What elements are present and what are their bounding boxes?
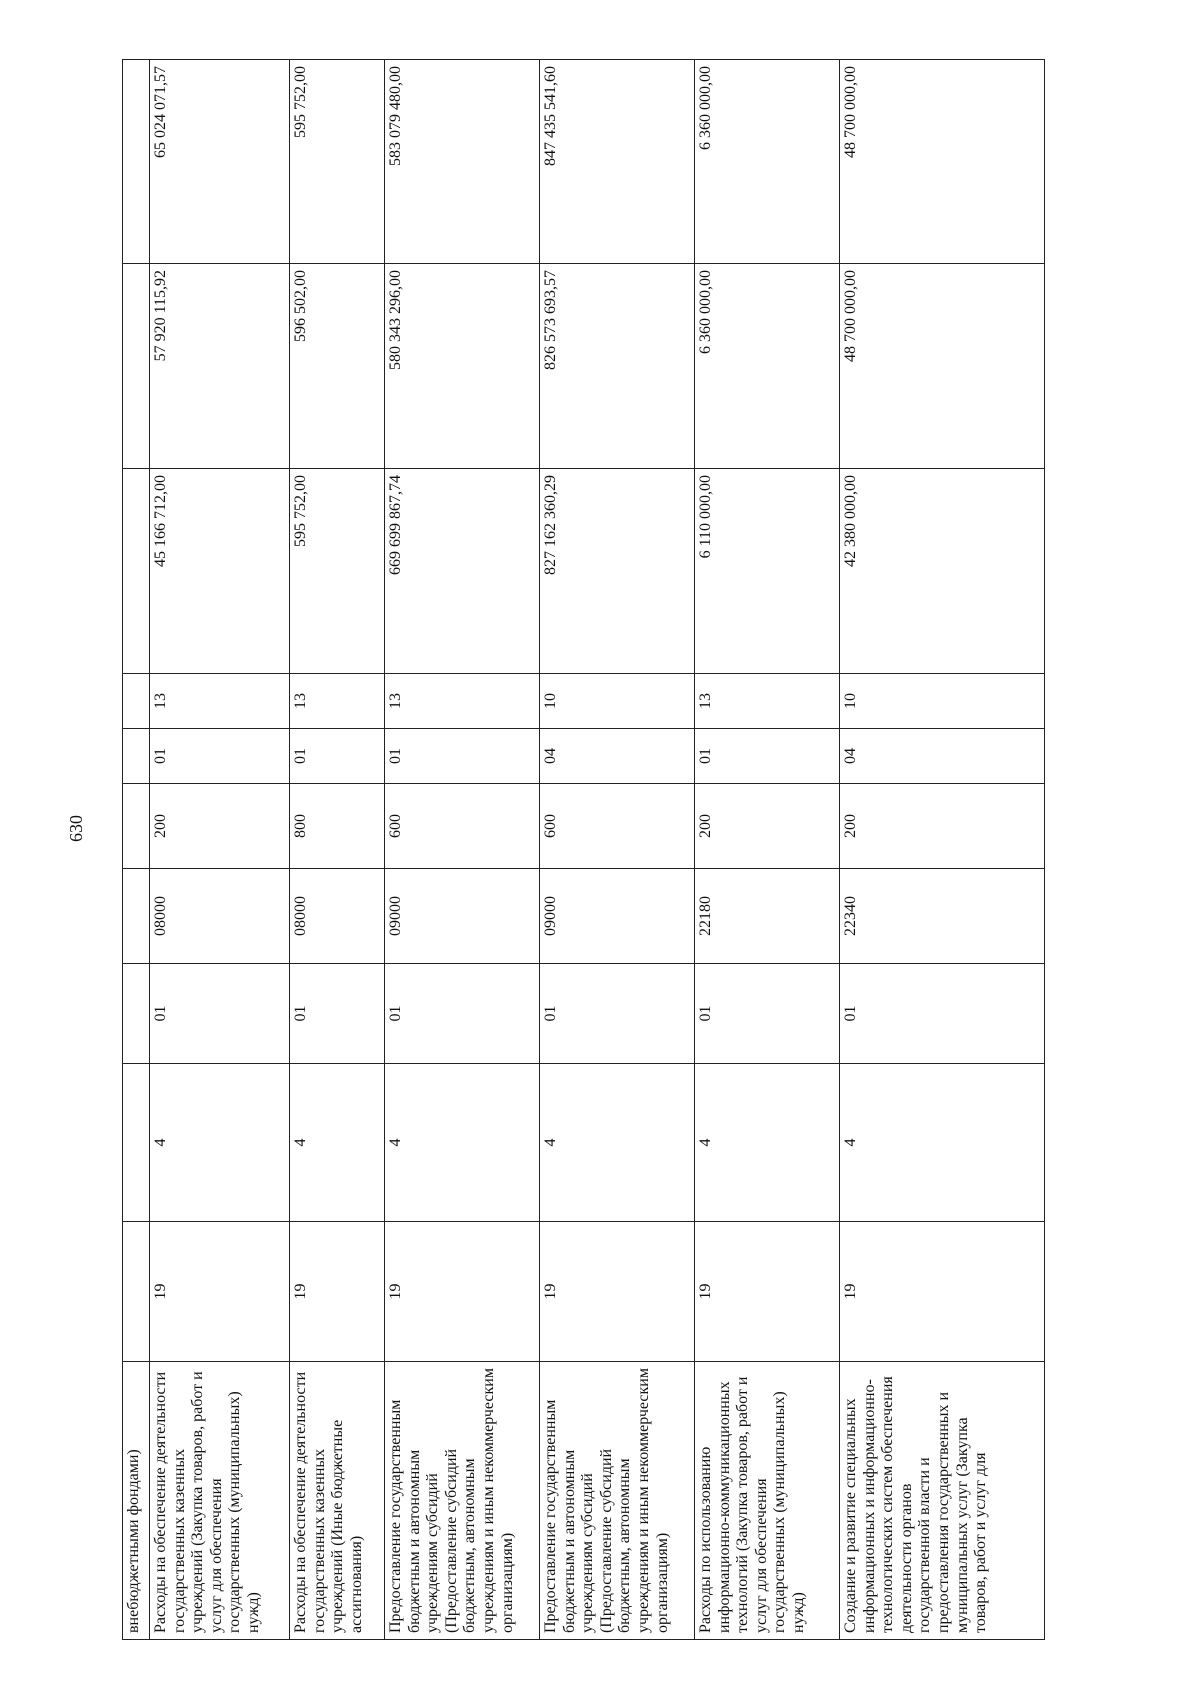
table-row bbox=[290, 60, 385, 1640]
section-code: 19 bbox=[385, 1222, 540, 1362]
code-c: 01 bbox=[290, 729, 385, 784]
amount-3: 847 435 541,60 bbox=[540, 60, 695, 264]
empty-cell bbox=[123, 469, 150, 674]
budget-table bbox=[122, 59, 1045, 1640]
amount-3: 595 752,00 bbox=[290, 60, 385, 264]
amount-2: 580 343 296,00 bbox=[385, 264, 540, 469]
target-code-b: 09000 bbox=[540, 869, 695, 964]
continuation-text: внебюджетными фондами) bbox=[123, 1362, 150, 1640]
code-c: 04 bbox=[840, 729, 1045, 784]
table-row bbox=[385, 60, 540, 1640]
section-code: 19 bbox=[150, 1222, 290, 1362]
amount-3: 48 700 000,00 bbox=[840, 60, 1045, 264]
section-code: 19 bbox=[840, 1222, 1045, 1362]
amount-2: 826 573 693,57 bbox=[540, 264, 695, 469]
amount-3: 65 024 071,57 bbox=[150, 60, 290, 264]
row-description: Создание и развитие специальных информационных и информационно-технологических систем обеспечения деятельности органов государственной власти и предоставления государственных и муниципальных услуг (Закупка товаров, работ и услуг для bbox=[840, 1362, 1045, 1640]
amount-2: 6 360 000,00 bbox=[695, 264, 840, 469]
subsection-code: 4 bbox=[385, 1064, 540, 1222]
empty-cell bbox=[123, 964, 150, 1064]
code-d: 13 bbox=[290, 674, 385, 729]
expense-type-code: 800 bbox=[290, 784, 385, 869]
section-code: 19 bbox=[695, 1222, 840, 1362]
code-d: 10 bbox=[840, 674, 1045, 729]
table-row bbox=[150, 60, 290, 1640]
code-d: 13 bbox=[150, 674, 290, 729]
empty-cell bbox=[123, 264, 150, 469]
expense-type-code: 600 bbox=[385, 784, 540, 869]
empty-cell bbox=[123, 674, 150, 729]
table-row bbox=[540, 60, 695, 1640]
row-description: Предоставление государственным бюджетным и автономным учреждениям субсидий (Предоставление субсидий бюджетным, автономным учреждениям и иным некоммерческим организациям) bbox=[385, 1362, 540, 1640]
expense-type-code: 200 bbox=[840, 784, 1045, 869]
amount-3: 583 079 480,00 bbox=[385, 60, 540, 264]
row-description: Расходы по использованию информационно-коммуникационных технологий (Закупка товаров, работ и услуг для обеспечения государственных (муниципальных) нужд) bbox=[695, 1362, 840, 1640]
empty-cell bbox=[123, 60, 150, 264]
row-description: Расходы на обеспечение деятельности государственных казенных учреждений (Иные бюджетные ассигнования) bbox=[290, 1362, 385, 1640]
amount-1: 595 752,00 bbox=[290, 469, 385, 674]
row-description: Расходы на обеспечение деятельности государственных казенных учреждений (Закупка товаров, работ и услуг для обеспечения государственных (муниципальных) нужд) bbox=[150, 1362, 290, 1640]
section-code: 19 bbox=[540, 1222, 695, 1362]
target-code-a: 01 bbox=[840, 964, 1045, 1064]
code-c: 01 bbox=[150, 729, 290, 784]
subsection-code: 4 bbox=[695, 1064, 840, 1222]
amount-2: 48 700 000,00 bbox=[840, 264, 1045, 469]
target-code-b: 08000 bbox=[150, 869, 290, 964]
section-code: 19 bbox=[290, 1222, 385, 1362]
table-row bbox=[840, 60, 1045, 1640]
target-code-a: 01 bbox=[695, 964, 840, 1064]
empty-cell bbox=[123, 729, 150, 784]
subsection-code: 4 bbox=[540, 1064, 695, 1222]
code-c: 01 bbox=[695, 729, 840, 784]
expense-type-code: 600 bbox=[540, 784, 695, 869]
amount-1: 669 699 867,74 bbox=[385, 469, 540, 674]
target-code-b: 22340 bbox=[840, 869, 1045, 964]
target-code-b: 08000 bbox=[290, 869, 385, 964]
target-code-a: 01 bbox=[150, 964, 290, 1064]
empty-cell bbox=[123, 784, 150, 869]
empty-cell bbox=[123, 1222, 150, 1362]
subsection-code: 4 bbox=[840, 1064, 1045, 1222]
rotated-table-wrapper bbox=[122, 60, 1022, 1640]
expense-type-code: 200 bbox=[150, 784, 290, 869]
amount-2: 57 920 115,92 bbox=[150, 264, 290, 469]
amount-1: 45 166 712,00 bbox=[150, 469, 290, 674]
code-c: 04 bbox=[540, 729, 695, 784]
code-c: 01 bbox=[385, 729, 540, 784]
row-description: Предоставление государственным бюджетным и автономным учреждениям субсидий (Предоставление субсидий бюджетным, автономным учреждениям и иным некоммерческим организациям) bbox=[540, 1362, 695, 1640]
amount-2: 596 502,00 bbox=[290, 264, 385, 469]
amount-1: 42 380 000,00 bbox=[840, 469, 1045, 674]
empty-cell bbox=[123, 1064, 150, 1222]
amount-1: 827 162 360,29 bbox=[540, 469, 695, 674]
subsection-code: 4 bbox=[290, 1064, 385, 1222]
target-code-b: 09000 bbox=[385, 869, 540, 964]
expense-type-code: 200 bbox=[695, 784, 840, 869]
subsection-code: 4 bbox=[150, 1064, 290, 1222]
target-code-a: 01 bbox=[540, 964, 695, 1064]
target-code-a: 01 bbox=[385, 964, 540, 1064]
code-d: 13 bbox=[695, 674, 840, 729]
amount-1: 6 110 000,00 bbox=[695, 469, 840, 674]
continuation-row bbox=[123, 60, 150, 1640]
amount-3: 6 360 000,00 bbox=[695, 60, 840, 264]
page-number: 630 bbox=[66, 815, 86, 842]
table-row bbox=[695, 60, 840, 1640]
target-code-a: 01 bbox=[290, 964, 385, 1064]
code-d: 13 bbox=[385, 674, 540, 729]
target-code-b: 22180 bbox=[695, 869, 840, 964]
code-d: 10 bbox=[540, 674, 695, 729]
empty-cell bbox=[123, 869, 150, 964]
